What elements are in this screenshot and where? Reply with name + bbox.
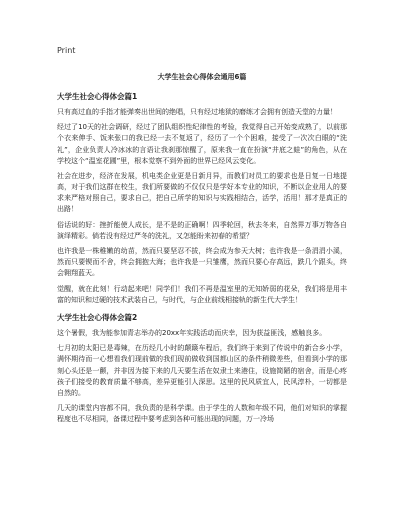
- paragraph: 觉醒，就在此刻！行动起来吧！同学们！我们不再是温室里的无知娇弱的花朵，我们将是用丰富的知识和过硬的技术武装自己，与时代，与企业前线相接轨的新生代大学生！: [57, 284, 347, 304]
- section-2: [57, 312, 347, 426]
- document-title: 大学生社会心得体会通用6篇: [157, 72, 247, 81]
- section-1: [57, 91, 347, 306]
- paragraph: 也许我是一株稚嫩的幼苗，然而只要坚忍不拔，终会成为参天大树；也许我是一条涓涓小溪，然而只要锲而不舍，终会拥抱大海；也许我是一只雏鹰，然而只要心存高远，跌几个跟头，终会翱翔蓝天。: [57, 247, 347, 278]
- print-link[interactable]: Print: [57, 46, 76, 55]
- paragraph: 只有高过血的手指才能弹奏出世间的绝唱，只有经过地狱的磨练才会拥有创造天堂的力量！: [57, 107, 337, 116]
- document-page: [57, 37, 347, 429]
- paragraph: 社会在进步，经济在发展，机电类企业更是日新月异，而教们对员工的要求也是日复一日地提高，对于我们这群在校生，我们所要做的不仅仅只是学好本专业的知识，不断以企业用人的要求来严格对照自己，要求自己，把自己所学的知识与实践相结合，活学，活用！那才是真正的出路！: [57, 171, 347, 214]
- paragraph: 俗话说的好：挫折能使人成长，是不是的正确啊！四季轮回，秋去冬来，自然界万事万物各自演绎精彩。倘若没有经过严冬的洗礼，又怎能盼来初春的希望？: [57, 220, 347, 240]
- paragraph: 几天的课堂内容都不同，我负责的是科学课。由于学生的人数和年级不同，他们对知识的掌握程度也不尽相同，备课过程中要考虑到各种可能出现的问题，万一冷场: [57, 404, 347, 424]
- paragraph: 七月初的太阳已是毒辣，在历经几小时的颠簸车程后，我们终于来到了传说中的新合乡小学，满怀期待而一心想看我们现前做的我们现前做收到国都山区的条件稍微差些，但看到小学的那刻心头还是一颤，并非因为接下来的几天要生活在奴隶土来港住，设施简陋的宿舍，而是心疼孩子们接受的教育质量不够高，差异更能引人深思。这里的民风质宜人，民风淳朴，一切都是自然的。: [57, 344, 347, 397]
- paragraph: 这个暑假，我为能参加青志举办的20xx年实践活动而庆幸，因为获益匪浅，感触良多。: [57, 328, 327, 337]
- section-title: 大学生社会心得体会篇1: [57, 91, 138, 101]
- paragraph: 经过了10天的社会调研，经过了团队组织性纪律性的考验，我觉得自己开始变成熟了，以前那个衣来伸手、饭来张口的我已经一去不复返了，经历了一个个困难，接受了一次次白眼的“洗礼”，企业负责人冷冰冰的言语让我刹那惊醒了，原来我一直在扮演“井底之蛙”的角色，从在学校这个“温室花圃”里，根本觉察不到外面的世界已经风云变化。: [57, 123, 347, 165]
- section-title: 大学生社会心得体会篇2: [57, 312, 138, 322]
